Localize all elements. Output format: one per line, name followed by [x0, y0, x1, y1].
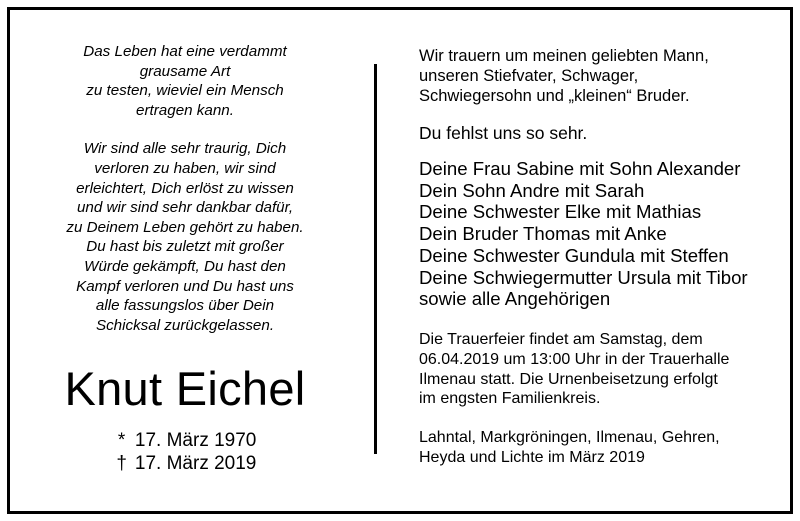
places-and-date: [419, 428, 789, 468]
family-member: Deine Frau Sabine mit Sohn Alexander: [419, 158, 741, 179]
column-divider: [374, 64, 377, 454]
poem-line: Kampf verloren und Du hast uns: [76, 277, 294, 295]
intro-line: Wir trauern um meinen geliebten Mann,: [419, 47, 709, 65]
death-cross-icon: †: [116, 453, 127, 475]
missed-line: Du fehlst uns so sehr.: [419, 123, 588, 143]
funeral-line: im engsten Familienkreis.: [419, 390, 601, 408]
poem-line: Schicksal zurückgelassen.: [95, 316, 275, 334]
left-column: [30, 42, 340, 475]
death-date: 17. März 2019: [134, 453, 257, 475]
poem-line: Du hast bis zuletzt mit großer: [86, 238, 284, 256]
poem-line: zu Deinem Leben gehört zu haben.: [66, 218, 304, 236]
poem-line: Das Leben hat eine verdammt: [83, 43, 287, 60]
poem-line: grausame Art: [139, 62, 231, 80]
poem-line: zu testen, wieviel ein Mensch: [86, 82, 284, 100]
intro-line: Schwiegersohn und „kleinen“ Bruder.: [419, 87, 690, 105]
birth-star-icon: *: [117, 430, 126, 452]
poem-line: Würde gekämpft, Du hast den: [84, 257, 286, 275]
funeral-line: Ilmenau statt. Die Urnenbeisetzung erfolgt: [419, 370, 718, 388]
poem-stanza-2: [30, 139, 340, 335]
poem-line: erleichtert, Dich erlöst zu wissen: [76, 179, 294, 197]
poem-stanza-1: [30, 42, 340, 120]
mourning-intro: [419, 46, 789, 106]
funeral-notice: [419, 330, 789, 409]
family-list: [419, 158, 789, 310]
funeral-line: Die Trauerfeier findet am Samstag, dem: [419, 330, 703, 348]
family-member: Deine Schwester Gundula mit Steffen: [419, 244, 729, 266]
birth-date: 17. März 1970: [134, 430, 257, 452]
right-column: [419, 46, 789, 468]
poem-line: alle fassungslos über Dein: [95, 297, 275, 315]
places-line: Heyda und Lichte im März 2019: [419, 448, 645, 466]
family-member: sowie alle Angehörigen: [419, 288, 611, 310]
family-member: Dein Sohn Andre mit Sarah: [419, 179, 645, 201]
life-dates: [30, 429, 340, 475]
poem: [30, 42, 340, 335]
poem-line: ertragen kann.: [136, 101, 234, 119]
poem-line: verloren zu haben, wir sind: [94, 159, 276, 177]
birth-date-line: [30, 429, 340, 452]
family-member: Deine Schwiegermutter Ursula mit Tibor: [419, 266, 748, 288]
intro-line: unseren Stiefvater, Schwager,: [419, 67, 639, 85]
places-line: Lahntal, Markgröningen, Ilmenau, Gehren,: [419, 429, 720, 447]
poem-line: Wir sind alle sehr traurig, Dich: [83, 140, 287, 158]
family-member: Deine Schwester Elke mit Mathias: [419, 201, 702, 223]
death-date-line: [30, 452, 340, 475]
family-member: Dein Bruder Thomas mit Anke: [419, 223, 667, 245]
poem-line: und wir sind sehr dankbar dafür,: [76, 199, 294, 217]
deceased-name: Knut Eichel: [64, 362, 306, 416]
funeral-line: 06.04.2019 um 13:00 Uhr in der Trauerhalle: [419, 350, 730, 368]
